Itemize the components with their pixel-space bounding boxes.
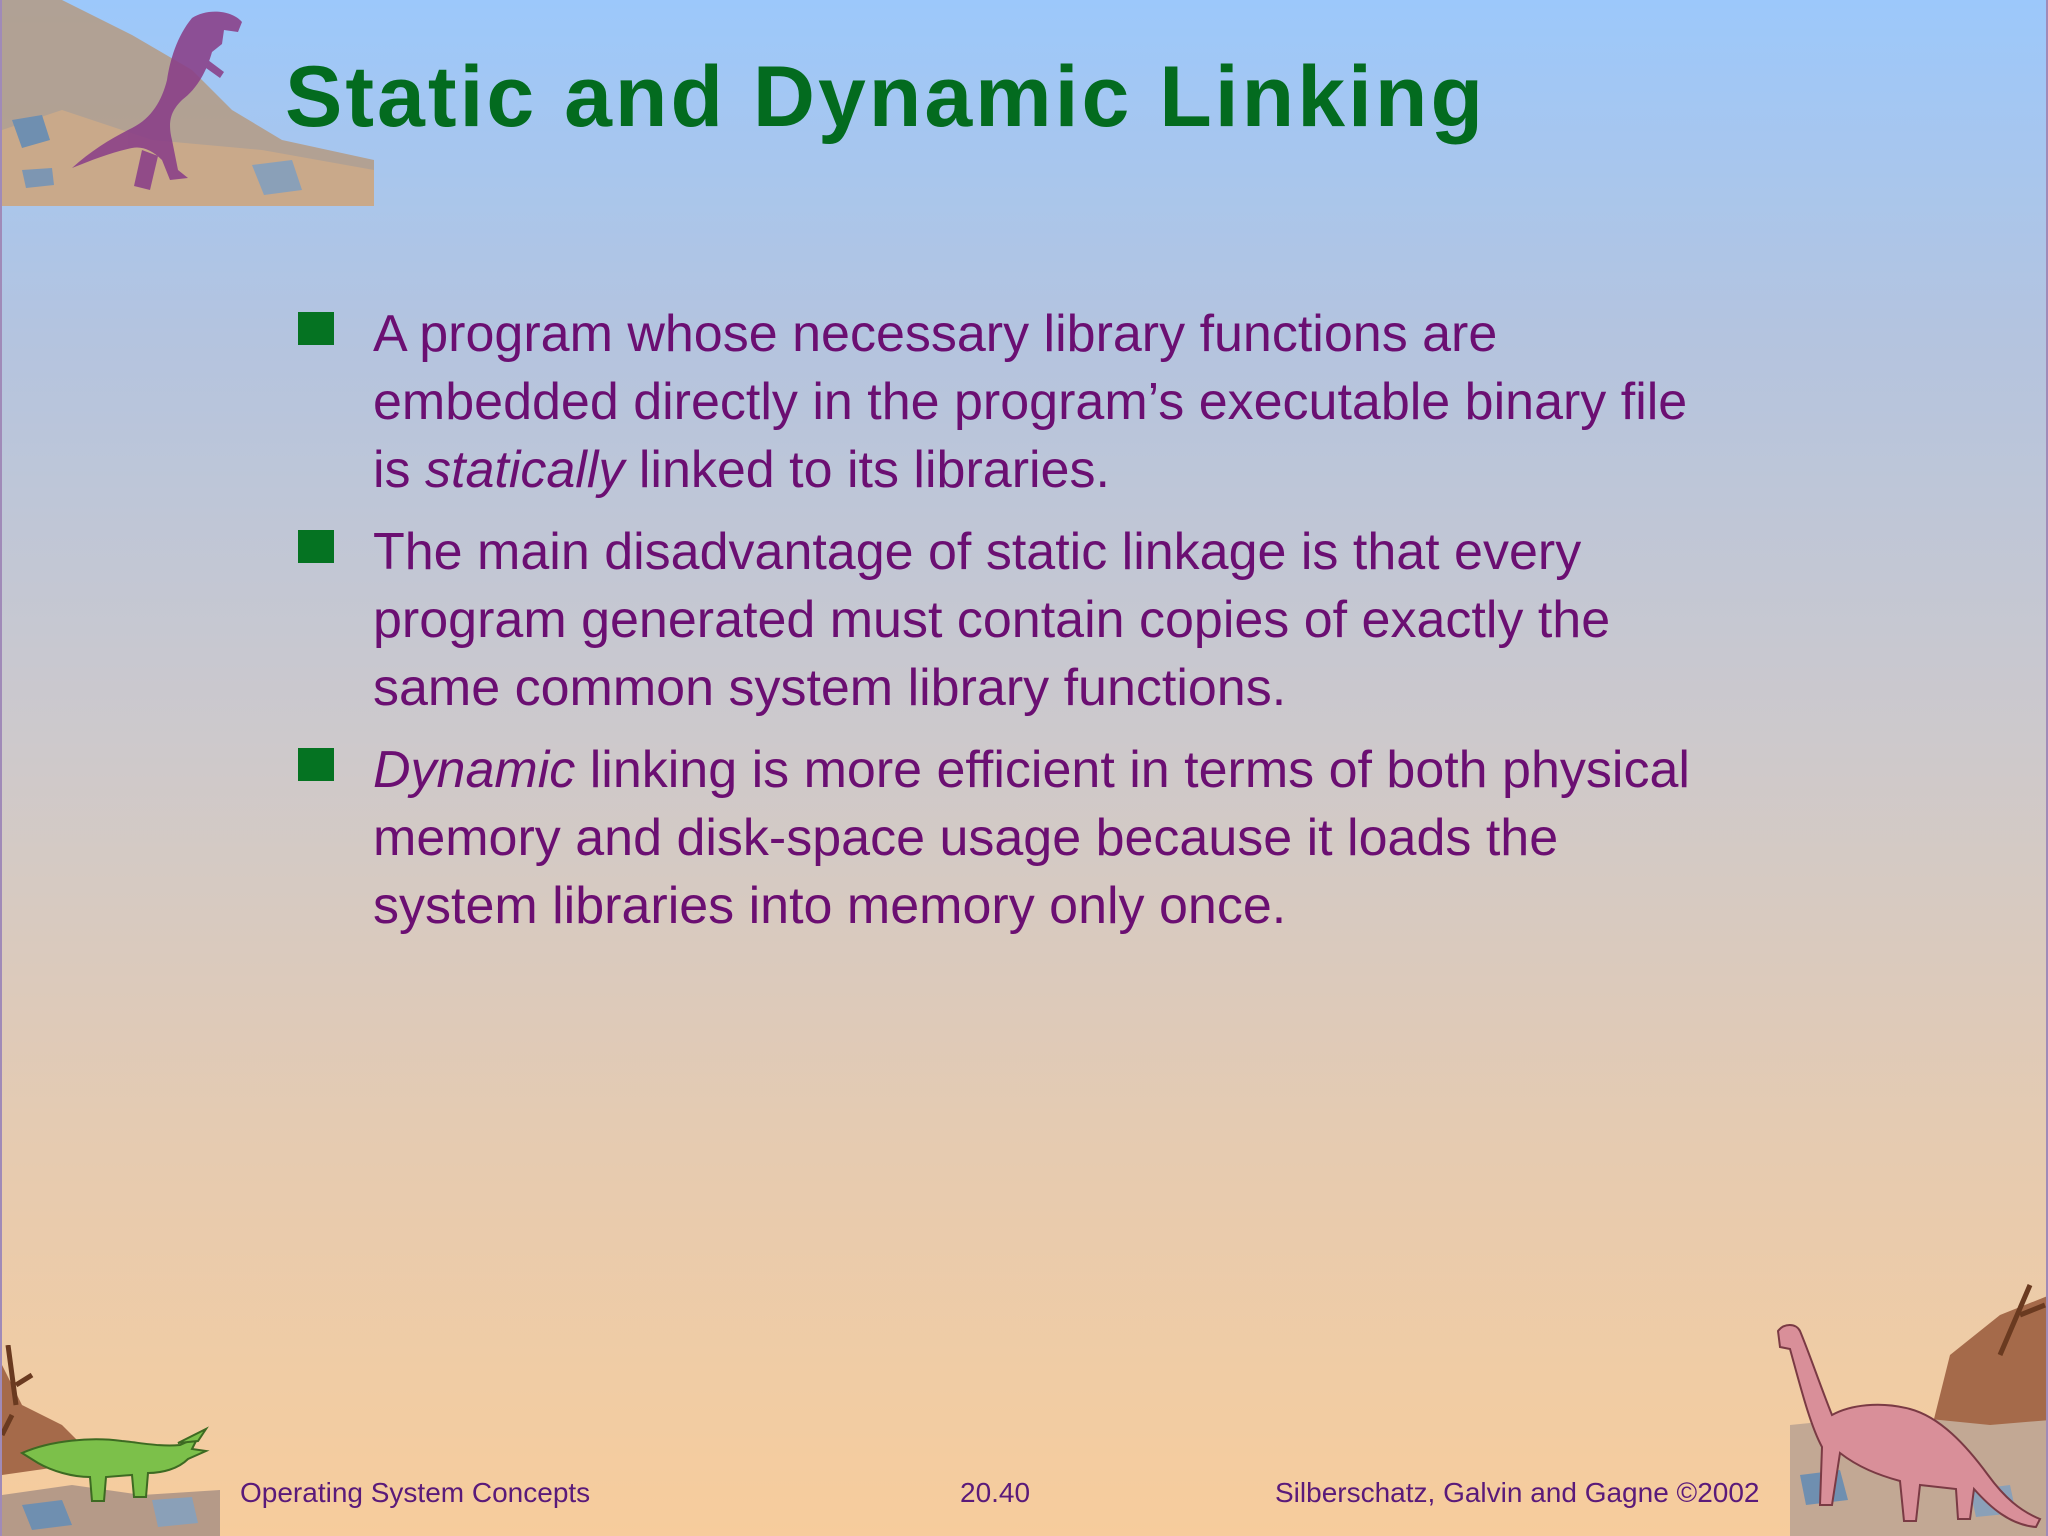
square-bullet-icon xyxy=(298,312,334,345)
brontosaurus-icon xyxy=(1770,1275,2048,1536)
bullet-emphasis: Dynamic xyxy=(373,741,576,799)
bullet-emphasis: statically xyxy=(425,441,625,499)
bullet-item xyxy=(297,300,1857,504)
square-bullet-icon xyxy=(298,530,334,563)
bullet-item xyxy=(297,736,1857,940)
footer-authors-copyright: Silberschatz, Galvin and Gagne ©2002 xyxy=(1275,1477,1760,1508)
bullet-list xyxy=(297,300,1857,954)
bullet-text xyxy=(373,736,1857,940)
triceratops-icon xyxy=(2,1345,220,1536)
bullet-text-lead: The main disadvantage of static linkage is that every program generated must contain copies of exactly the same common system library functions. xyxy=(373,523,1611,717)
bullet-text xyxy=(373,518,1857,722)
bullet-text-tail: linked to its libraries. xyxy=(624,441,1110,499)
square-bullet-icon xyxy=(298,748,334,781)
footer-course-title: Operating System Concepts xyxy=(240,1477,591,1508)
bullet-item xyxy=(297,518,1857,722)
bullet-text xyxy=(373,300,1857,504)
bullet-text-tail: linking is more efficient in terms of both physical memory and disk-space usage because it loads the system libraries into memory only once. xyxy=(373,741,1690,935)
footer-slide-number: 20.40 xyxy=(960,1477,1031,1508)
slide-title: Static and Dynamic Linking xyxy=(285,49,1486,145)
bullet-text-lead: A program whose necessary library functions are embedded directly in the program’s executable binary file is xyxy=(373,305,1688,499)
